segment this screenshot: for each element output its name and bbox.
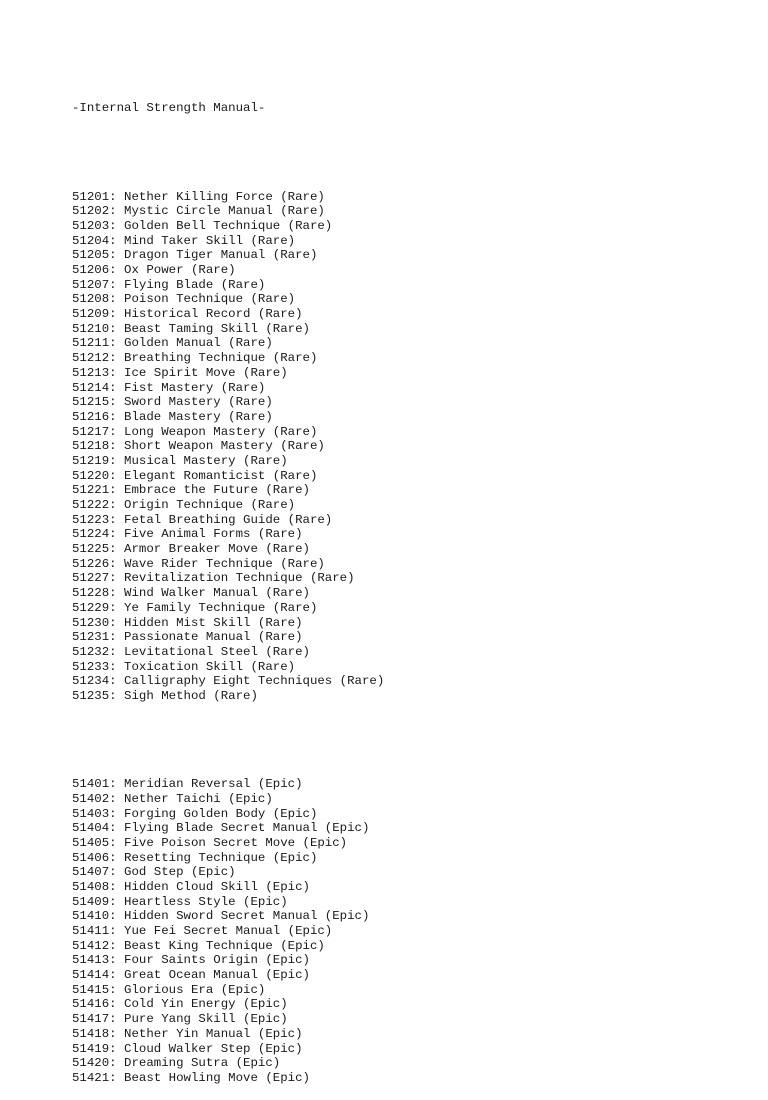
list-item: 51215: Sword Mastery (Rare) [72,395,273,410]
rare-manual-list [72,190,384,704]
list-item: 51214: Fist Mastery (Rare) [72,380,266,395]
list-item: 51216: Blade Mastery (Rare) [72,409,273,424]
list-item: 51416: Cold Yin Energy (Epic) [72,997,288,1012]
list-item: 51235: Sigh Method (Rare) [72,688,258,703]
list-item: 51414: Great Ocean Manual (Epic) [72,968,310,983]
epic-manual-list [72,777,384,1085]
list-item: 51411: Yue Fei Secret Manual (Epic) [72,924,333,939]
document-heading: -Internal Strength Manual- [72,101,266,116]
list-item: 51211: Golden Manual (Rare) [72,336,273,351]
list-item: 51403: Forging Golden Body (Epic) [72,806,318,821]
list-item: 51203: Golden Bell Technique (Rare) [72,218,333,233]
list-item: 51407: God Step (Epic) [72,865,236,880]
list-item: 51232: Levitational Steel (Rare) [72,644,310,659]
list-item: 51231: Passionate Manual (Rare) [72,630,303,645]
list-item: 51410: Hidden Sword Secret Manual (Epic) [72,909,370,924]
list-item: 51209: Historical Record (Rare) [72,307,303,322]
list-item: 51201: Nether Killing Force (Rare) [72,189,325,204]
list-item: 51208: Poison Technique (Rare) [72,292,296,307]
list-item: 51225: Armor Breaker Move (Rare) [72,542,310,557]
list-item: 51226: Wave Rider Technique (Rare) [72,556,325,571]
list-item: 51213: Ice Spirit Move (Rare) [72,365,288,380]
document-body [72,72,384,1100]
list-item: 51406: Resetting Technique (Epic) [72,850,318,865]
list-item: 51207: Flying Blade (Rare) [72,277,266,292]
list-item: 51229: Ye Family Technique (Rare) [72,600,318,615]
list-item: 51218: Short Weapon Mastery (Rare) [72,439,325,454]
list-item: 51417: Pure Yang Skill (Epic) [72,1012,288,1027]
list-item: 51234: Calligraphy Eight Techniques (Rare) [72,674,385,689]
list-item: 51212: Breathing Technique (Rare) [72,351,318,366]
list-item: 51419: Cloud Walker Step (Epic) [72,1041,303,1056]
list-item: 51415: Glorious Era (Epic) [72,982,266,997]
list-item: 51223: Fetal Breathing Guide (Rare) [72,512,333,527]
list-item: 51233: Toxication Skill (Rare) [72,659,296,674]
list-item: 51413: Four Saints Origin (Epic) [72,953,310,968]
blank-line [72,733,384,748]
list-item: 51224: Five Animal Forms (Rare) [72,527,303,542]
list-item: 51219: Musical Mastery (Rare) [72,453,288,468]
list-item: 51220: Elegant Romanticist (Rare) [72,468,318,483]
list-item: 51421: Beast Howling Move (Epic) [72,1070,310,1085]
list-item: 51418: Nether Yin Manual (Epic) [72,1026,303,1041]
list-item: 51210: Beast Taming Skill (Rare) [72,321,310,336]
list-item: 51405: Five Poison Secret Move (Epic) [72,835,348,850]
list-item: 51205: Dragon Tiger Manual (Rare) [72,248,318,263]
list-item: 51402: Nether Taichi (Epic) [72,791,273,806]
list-item: 51202: Mystic Circle Manual (Rare) [72,204,325,219]
list-item: 51228: Wind Walker Manual (Rare) [72,586,310,601]
list-item: 51204: Mind Taker Skill (Rare) [72,233,296,248]
list-item: 51401: Meridian Reversal (Epic) [72,777,303,792]
list-item: 51408: Hidden Cloud Skill (Epic) [72,879,310,894]
list-item: 51221: Embrace the Future (Rare) [72,483,310,498]
list-item: 51409: Heartless Style (Epic) [72,894,288,909]
list-item: 51222: Origin Technique (Rare) [72,498,296,513]
list-item: 51420: Dreaming Sutra (Epic) [72,1056,281,1071]
list-item: 51227: Revitalization Technique (Rare) [72,571,355,586]
blank-line [72,146,384,161]
list-item: 51412: Beast King Technique (Epic) [72,938,325,953]
list-item: 51404: Flying Blade Secret Manual (Epic) [72,821,370,836]
list-item: 51206: Ox Power (Rare) [72,263,236,278]
list-item: 51230: Hidden Mist Skill (Rare) [72,615,303,630]
list-item: 51217: Long Weapon Mastery (Rare) [72,424,318,439]
